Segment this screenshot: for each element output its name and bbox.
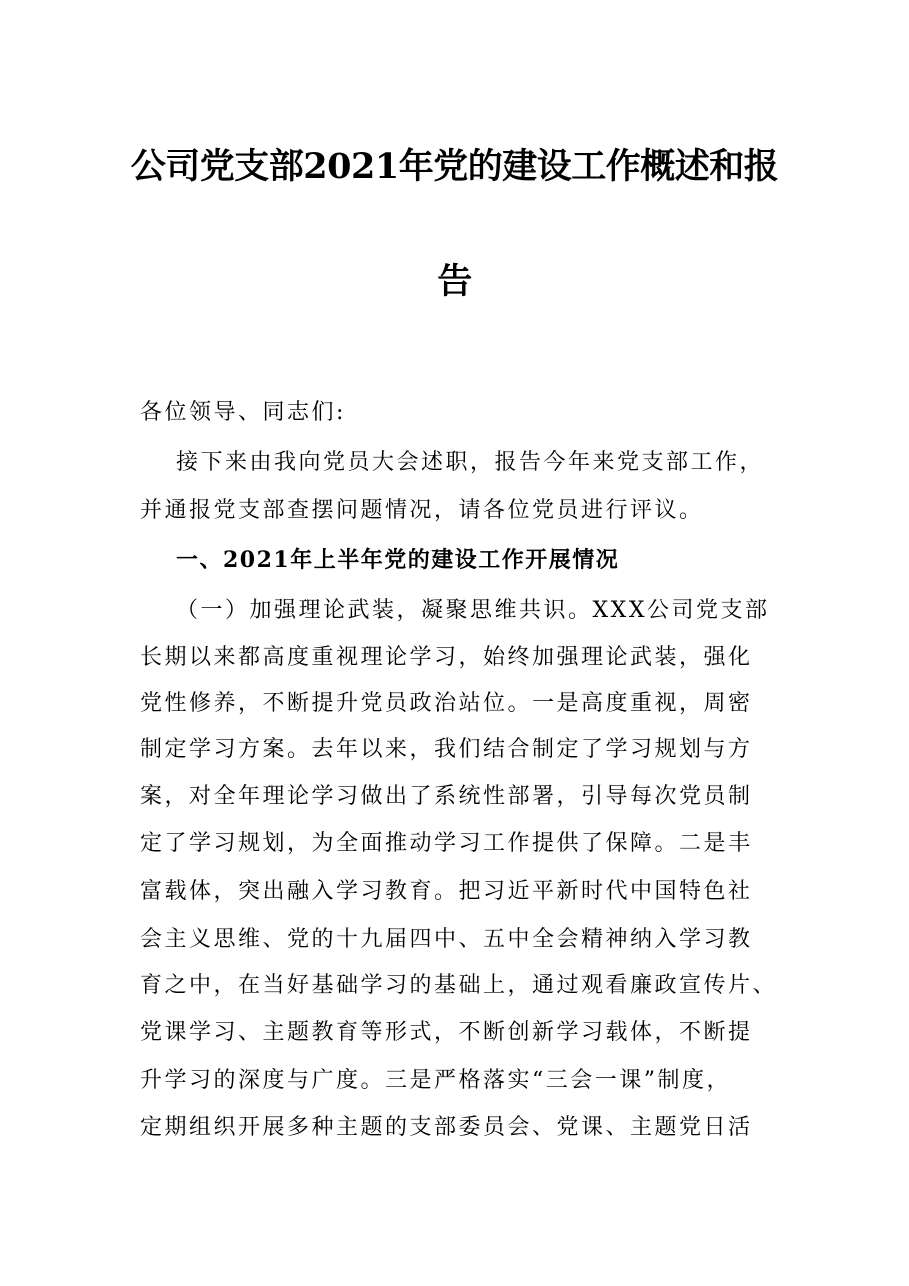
paragraph-line: 党课学习、主题教育等形式，不断创新学习载体，不断提 [140,1020,753,1045]
paragraph-line: 定了学习规划，为全面推动学习工作提供了保障。二是丰 [140,831,753,856]
document-title-line-1: 公司党支部2021年党的建设工作概述和报 [130,146,779,187]
paragraph-line: 升学习的深度与广度。三是严格落实“三会一课”制度， [140,1068,731,1093]
paragraph-line: 富载体，突出融入学习教育。把习近平新时代中国特色社 [140,879,753,904]
document-title-line-2: 告 [437,261,472,302]
paragraph-line: 长期以来都高度重视理论学习，始终加强理论武装，强化 [140,645,753,670]
paragraph-line: 案，对全年理论学习做出了系统性部署，引导每次党员制 [140,784,753,809]
paragraph-line: （一）加强理论武装，凝聚思维共识。XXX公司党支部 [176,598,770,623]
paragraph-line: 定期组织开展多种主题的支部委员会、党课、主题党日活 [140,1115,753,1140]
intro-line: 接下来由我向党员大会述职，报告今年来党支部工作， [176,450,765,475]
paragraph-line: 党性修养，不断提升党员政治站位。一是高度重视，周密 [140,691,753,716]
paragraph-line: 制定学习方案。去年以来，我们结合制定了学习规划与方 [140,737,753,762]
paragraph-line: 会主义思维、党的十九届四中、五中全会精神纳入学习教 [140,927,753,952]
section-heading: 一、2021年上半年党的建设工作开展情况 [176,547,620,573]
paragraph-line: 育之中，在当好基础学习的基础上，通过观看廉政宣传片、 [140,973,778,998]
intro-line: 并通报党支部查摆问题情况，请各位党员进行评议。 [140,498,704,523]
salutation: 各位领导、同志们: [140,400,346,425]
